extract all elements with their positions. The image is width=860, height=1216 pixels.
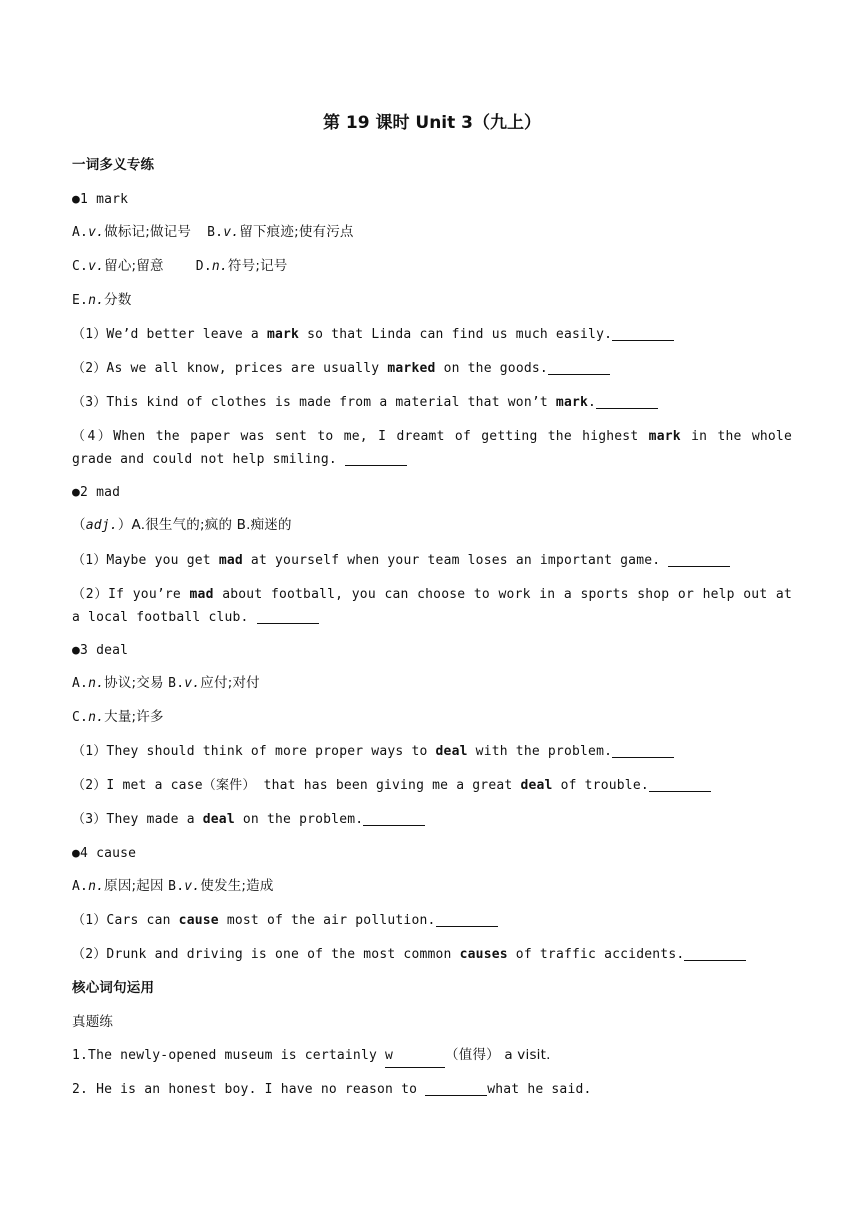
word-head-deal: ●3 deal [72,643,129,658]
mark-sentence-1: （1）We’d better leave a mark so that Linda can find us much easily. [72,323,674,346]
word-head-mark: ●1 mark [72,192,129,207]
answer-blank[interactable] [684,946,746,961]
answer-blank[interactable] [596,394,658,409]
answer-blank[interactable] [649,777,711,792]
page-title: 第 19 课时 Unit 3（九上） [322,113,542,133]
answer-blank[interactable] [363,811,425,826]
word-head-mad: ●2 mad [72,485,121,500]
answer-blank[interactable] [345,451,407,466]
mark-definitions-ab: A.v.做标记;做记号 B.v.留下痕迹;使有污点 [72,224,354,240]
cause-sentence-1: （1）Cars can cause most of the air pollution. [72,909,498,932]
mark-sentence-4: （4）When the paper was sent to me, I dreamt of getting the highest mark in the whole grade and could not help smiling. [72,429,792,467]
deal-sentence-2: （2）I met a case（案件） that has been giving me a great deal of trouble. [72,774,711,797]
mad-definitions: （adj.）A.很生气的;疯的 B.痴迷的 [72,517,292,533]
mark-definitions-e: E.n.分数 [72,292,132,308]
section-heading-core: 核心词句运用 [72,980,155,996]
word-head-cause: ●4 cause [72,846,137,861]
mark-sentence-3: （3）This kind of clothes is made from a material that won’t mark. [72,391,658,414]
answer-blank[interactable]: w [385,1044,445,1068]
mark-definitions-cd: C.v.留心;留意 D.n.符号;记号 [72,258,288,274]
answer-blank[interactable] [612,326,674,341]
cause-definitions: A.n.原因;起因 B.v.使发生;造成 [72,878,274,894]
section-heading-polysemy: 一词多义专练 [72,157,155,173]
mad-sentence-1: （1）Maybe you get mad at yourself when your team loses an important game. [72,549,730,572]
answer-blank[interactable] [257,609,319,624]
deal-definitions-c: C.n.大量;许多 [72,709,164,725]
cause-sentence-2: （2）Drunk and driving is one of the most common causes of traffic accidents. [72,943,746,966]
deal-definitions-ab: A.n.协议;交易 B.v.应付;对付 [72,675,260,691]
answer-blank[interactable] [668,552,730,567]
answer-blank[interactable] [612,743,674,758]
mark-sentence-2: （2）As we all know, prices are usually marked on the goods. [72,357,610,380]
answer-blank[interactable] [436,912,498,927]
answer-blank[interactable] [548,360,610,375]
answer-blank[interactable] [425,1081,487,1096]
section-subheading-practice: 真题练 [72,1014,114,1030]
exercise-2: 2. He is an honest boy. I have no reason to what he said. [72,1082,592,1097]
mad-sentence-2: （2）If you’re mad about football, you can choose to work in a sports shop or help out at a local football club. [72,587,792,625]
deal-sentence-1: （1）They should think of more proper ways to deal with the problem. [72,740,674,763]
exercise-1: 1.The newly-opened museum is certainly w （值得） a visit. [72,1044,551,1068]
deal-sentence-3: （3）They made a deal on the problem. [72,808,425,831]
